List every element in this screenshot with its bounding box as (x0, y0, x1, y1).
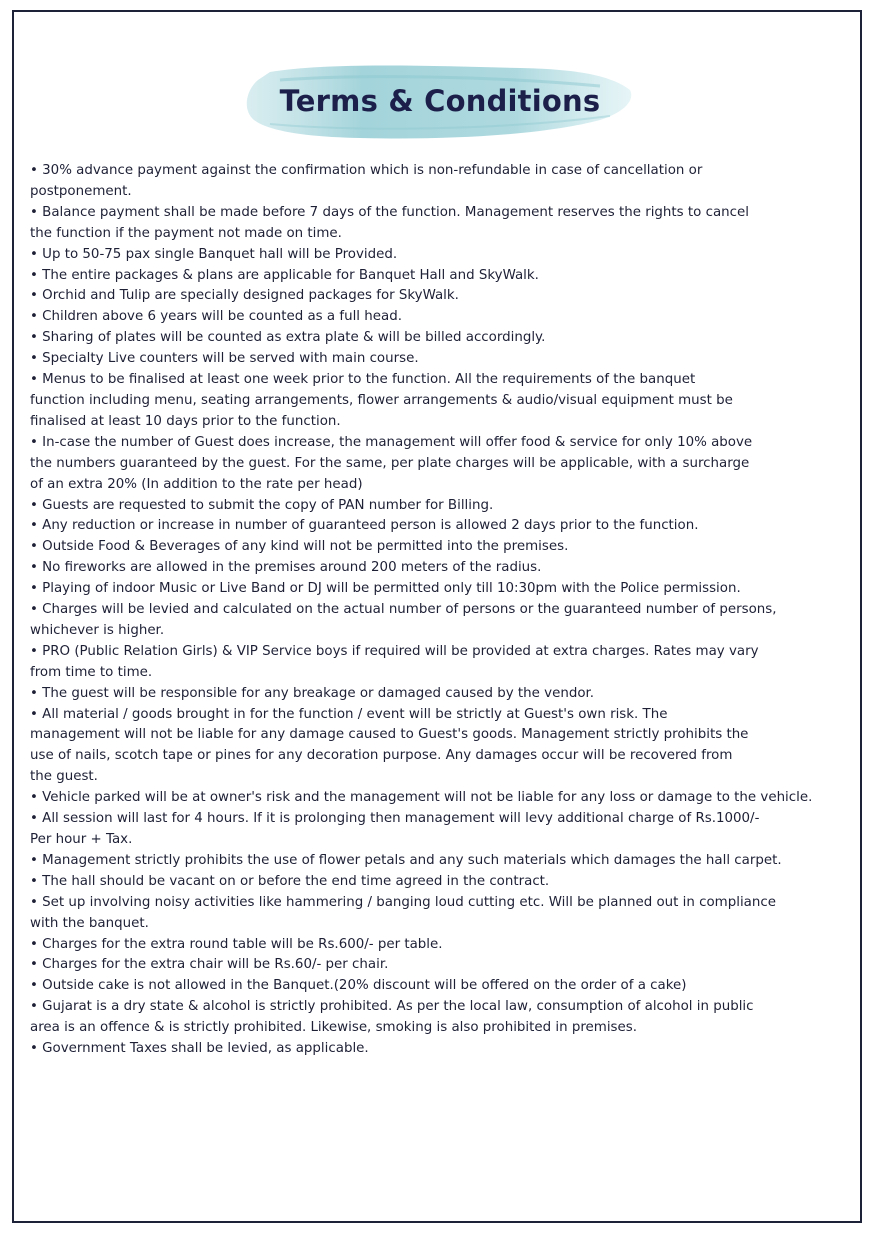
terms-line: • The hall should be vacant on or before the end time agreed in the contract. (30, 873, 550, 889)
terms-line: use of nails, scotch tape or pines for any decoration purpose. Any damages occur will be recovered from (30, 748, 733, 764)
terms-line: • 30% advance payment against the confirmation which is non-refundable in case of cancellation or (30, 163, 703, 178)
terms-line: • No fireworks are allowed in the premises around 200 meters of the radius. (30, 560, 542, 576)
terms-line: • Any reduction or increase in number of guaranteed person is allowed 2 days prior to the function. (30, 518, 699, 534)
terms-line: • Gujarat is a dry state & alcohol is strictly prohibited. As per the local law, consumption of alcohol in public (30, 999, 754, 1015)
terms-line: • All material / goods brought in for the function / event will be strictly at Guest's own risk. The (30, 706, 668, 722)
title-banner (240, 60, 640, 150)
page-title: Terms & Conditions (279, 84, 601, 118)
terms-line: • Vehicle parked will be at owner's risk and the management will not be liable for any loss or damage to the vehicle. (30, 790, 813, 806)
terms-line: • Charges will be levied and calculated on the actual number of persons or the guaranteed number of persons, (30, 602, 777, 618)
terms-line: of an extra 20% (In addition to the rate per head) (30, 476, 363, 492)
terms-line: • Guests are requested to submit the copy of PAN number for Billing. (30, 497, 494, 513)
terms-line: • Menus to be finalised at least one week prior to the function. All the requirements of the banquet (30, 372, 696, 388)
terms-line: postponement. (30, 183, 132, 199)
terms-line: • In-case the number of Guest does increase, the management will offer food & service for only 10% above (30, 434, 753, 450)
terms-line: • All session will last for 4 hours. If it is prolonging then management will levy additional charge of Rs.1000/- (30, 811, 760, 827)
terms-line: • Children above 6 years will be counted as a full head. (30, 309, 402, 325)
terms-line: whichever is higher. (30, 622, 165, 638)
terms-line: • Playing of indoor Music or Live Band or DJ will be permitted only till 10:30pm with the Police permission. (30, 581, 741, 597)
terms-line: management will not be liable for any damage caused to Guest's goods. Management strictly prohibits the (30, 727, 749, 743)
terms-line: with the banquet. (30, 915, 149, 931)
terms-list (30, 161, 848, 1060)
terms-line: • Outside Food & Beverages of any kind will not be permitted into the premises. (30, 539, 569, 555)
terms-line: • Charges for the extra chair will be Rs.60/- per chair. (30, 957, 389, 973)
terms-line: the function if the payment not made on time. (30, 225, 342, 241)
terms-line: • Specialty Live counters will be served with main course. (30, 351, 419, 367)
terms-line: • The entire packages & plans are applicable for Banquet Hall and SkyWalk. (30, 267, 539, 283)
terms-line: • Charges for the extra round table will be Rs.600/- per table. (30, 936, 443, 952)
terms-line: the guest. (30, 769, 98, 785)
terms-line: • PRO (Public Relation Girls) & VIP Service boys if required will be provided at extra charges. Rates may vary (30, 643, 759, 659)
terms-line: from time to time. (30, 664, 153, 680)
terms-line: • The guest will be responsible for any breakage or damaged caused by the vendor. (30, 685, 595, 701)
terms-line: • Outside cake is not allowed in the Banquet.(20% discount will be offered on the order of a cake) (30, 978, 687, 994)
terms-line: • Management strictly prohibits the use of flower petals and any such materials which damages the hall carpet. (30, 852, 782, 868)
terms-line: • Balance payment shall be made before 7 days of the function. Management reserves the rights to cancel (30, 204, 749, 220)
terms-line: the numbers guaranteed by the guest. For the same, per plate charges will be applicable, with a surcharge (30, 455, 750, 471)
terms-line: finalised at least 10 days prior to the function. (30, 413, 341, 429)
terms-line: • Government Taxes shall be levied, as applicable. (30, 1041, 369, 1057)
terms-line: • Up to 50-75 pax single Banquet hall will be Provided. (30, 246, 398, 262)
terms-line: • Sharing of plates will be counted as extra plate & will be billed accordingly. (30, 330, 546, 346)
terms-line: area is an offence & is strictly prohibited. Likewise, smoking is also prohibited in premises. (30, 1020, 638, 1036)
terms-line: • Set up involving noisy activities like hammering / banging loud cutting etc. Will be planned out in compliance (30, 894, 776, 910)
terms-line: function including menu, seating arrangements, flower arrangements & audio/visual equipment must be (30, 392, 733, 408)
terms-line: Per hour + Tax. (30, 832, 133, 847)
terms-line: • Orchid and Tulip are specially designed packages for SkyWalk. (30, 288, 459, 304)
